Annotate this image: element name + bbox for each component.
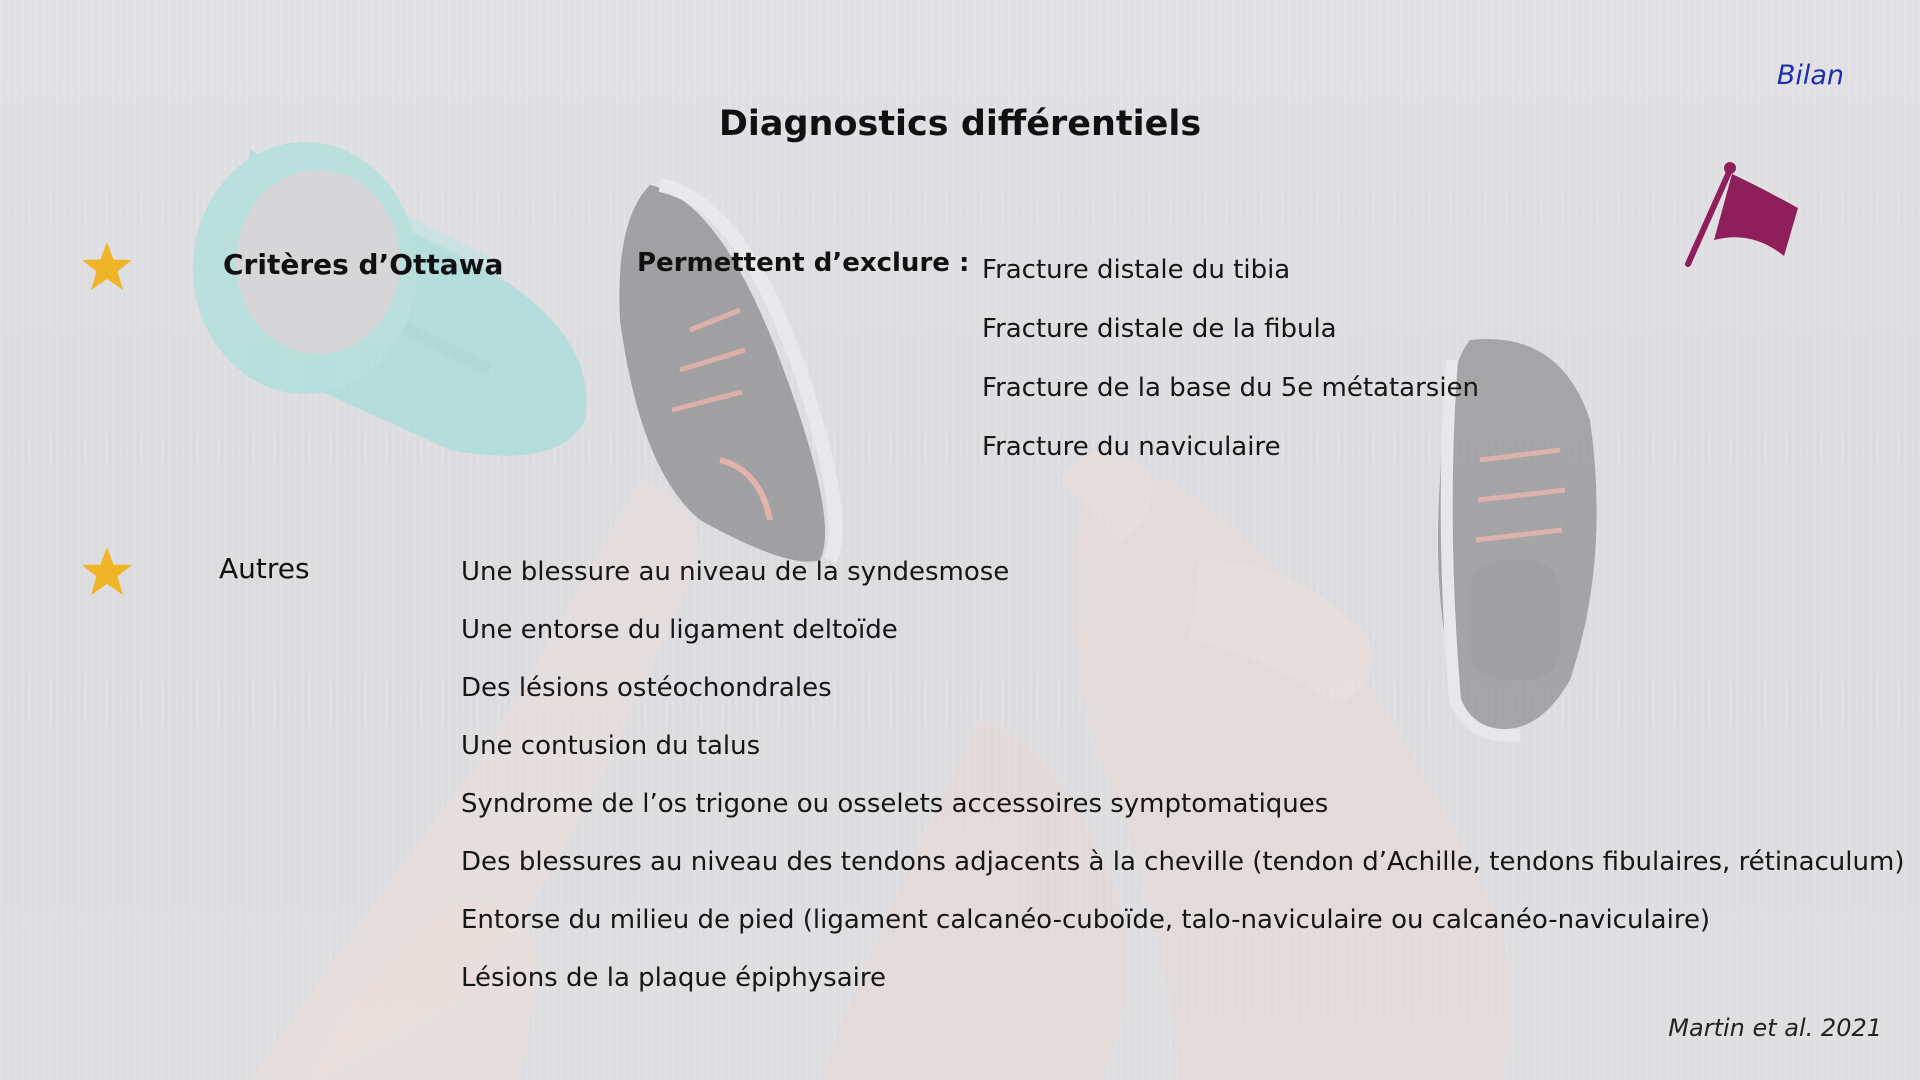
citation: Martin et al. 2021 bbox=[1668, 1014, 1882, 1042]
exclude-label: Permettent d’exclure : bbox=[637, 248, 970, 278]
section-tag: Bilan bbox=[1776, 60, 1844, 91]
list-item: Fracture de la base du 5e métatarsien bbox=[982, 373, 1480, 403]
slide-title: Diagnostics différentiels bbox=[718, 104, 1202, 144]
list-item: Entorse du milieu de pied (ligament calcanéo-cuboïde, talo-naviculaire ou calcanéo-naviculaire) bbox=[461, 905, 1711, 935]
list-item: Des blessures au niveau des tendons adjacents à la cheville (tendon d’Achille, tendons fibulaires, rétinaculum) bbox=[461, 847, 1905, 877]
autres-list bbox=[461, 552, 1904, 1016]
list-item: Une entorse du ligament deltoïde bbox=[461, 615, 898, 645]
star-icon bbox=[80, 545, 134, 599]
list-item: Une contusion du talus bbox=[461, 731, 761, 761]
flag-icon bbox=[1680, 158, 1810, 268]
list-item: Syndrome de l’os trigone ou osselets accessoires symptomatiques bbox=[461, 789, 1329, 819]
ottawa-list bbox=[982, 250, 1479, 486]
list-item: Lésions de la plaque épiphysaire bbox=[461, 963, 886, 993]
list-item: Fracture du naviculaire bbox=[982, 432, 1281, 462]
autres-label: Autres bbox=[219, 552, 310, 585]
list-item: Une blessure au niveau de la syndesmose bbox=[461, 557, 1010, 587]
list-item: Fracture distale de la fibula bbox=[982, 314, 1337, 344]
ottawa-label: Critères d’Ottawa bbox=[223, 248, 504, 281]
list-item: Des lésions ostéochondrales bbox=[461, 673, 832, 703]
list-item: Fracture distale du tibia bbox=[982, 255, 1291, 285]
star-icon bbox=[80, 240, 134, 294]
